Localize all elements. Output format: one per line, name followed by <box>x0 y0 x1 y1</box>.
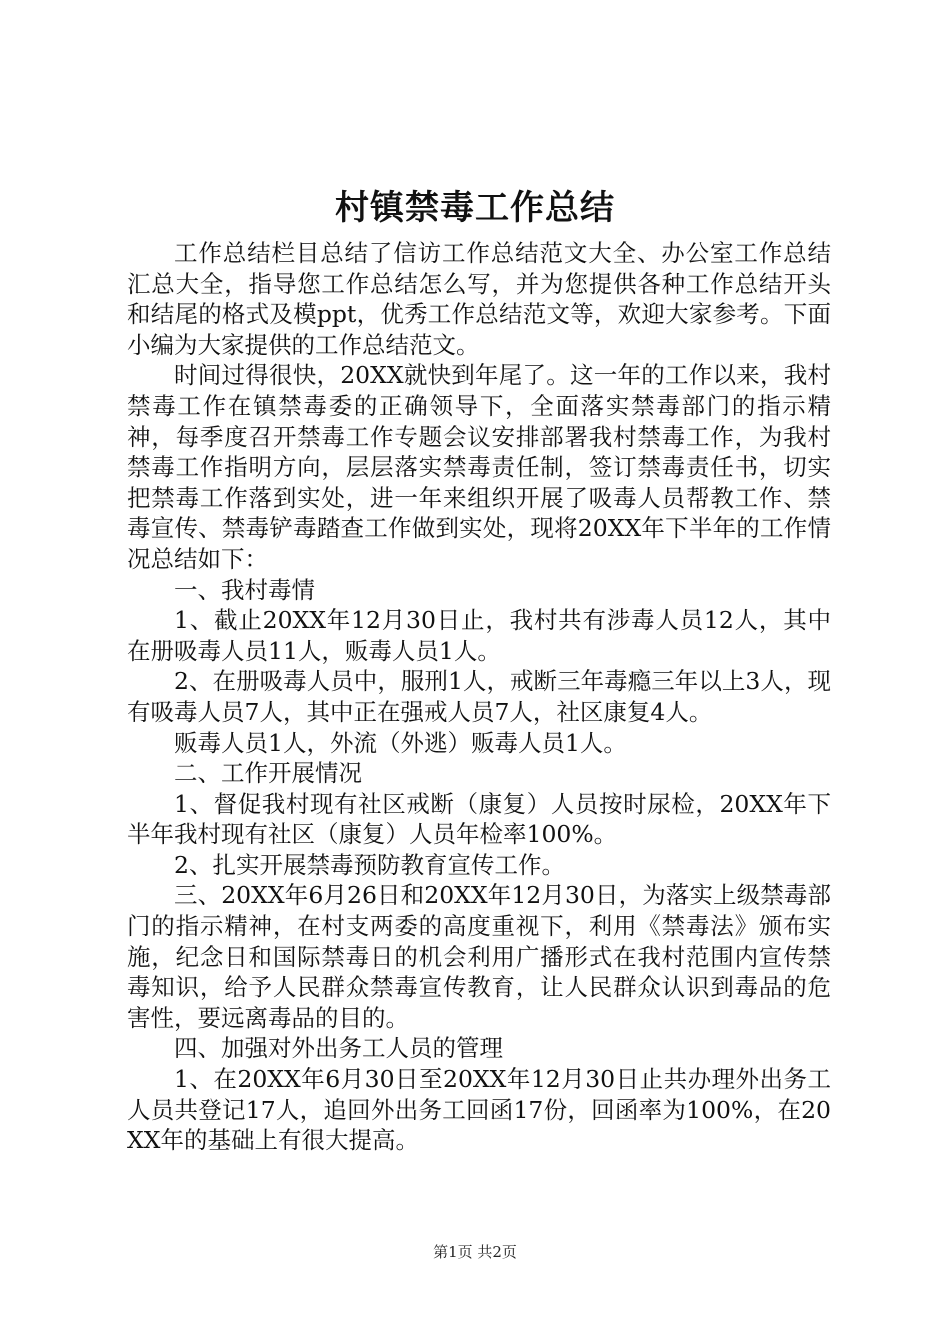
section-heading-drug-situation: 一、我村毒情 <box>174 575 315 604</box>
document-body <box>127 238 831 1156</box>
paragraph-migrant-workers-1: 1、在20XX年6月30日至20XX年12月30日止共办理外出务工人员共登记17人，追回外出务工回函17份，回函率为100%，在20XX年的基础上有很大提高。 <box>127 1065 831 1155</box>
paragraph-overview: 时间过得很快，20XX就快到年尾了。这一年的工作以来，我村禁毒工作在镇禁毒委的正确领导下，全面落实禁毒部门的指示精神，每季度召开禁毒工作专题会议安排部署我村禁毒工作，为我村禁毒工作指明方向，层层落实禁毒责任制，签订禁毒责任书，切实把禁毒工作落到实处，进一年来组织开展了吸毒人员帮教工作、禁毒宣传、禁毒铲毒踏查工作做到实处，现将20XX年下半年的工作情况总结如下： <box>127 361 831 573</box>
paragraph-publicity: 三、20XX年6月26日和20XX年12月30日，为落实上级禁毒部门的指示精神，在村支两委的高度重视下，利用《禁毒法》颁布实施，纪念日和国际禁毒日的机会利用广播形式在我村范围内宣传禁毒知识，给予人民群众禁毒宣传教育，让人民群众认识到毒品的危害性，要远离毒品的目的。 <box>127 881 831 1032</box>
page-number-footer: 第1页 共2页 <box>433 1243 517 1261</box>
section-heading-work-progress: 二、工作开展情况 <box>174 759 362 788</box>
paragraph-intro: 工作总结栏目总结了信访工作总结范文大全、办公室工作总结汇总大全，指导您工作总结怎么写，并为您提供各种工作总结开头和结尾的格式及模ppt，优秀工作总结范文等，欢迎大家参考。下面小编为大家提供的工作总结范文。 <box>127 239 831 359</box>
document-title: 村镇禁毒工作总结 <box>335 188 615 228</box>
paragraph-drug-situation-1: 1、截止20XX年12月30日止，我村共有涉毒人员12人，其中在册吸毒人员11人，贩毒人员1人。 <box>127 606 831 665</box>
paragraph-work-progress-2: 2、扎实开展禁毒预防教育宣传工作。 <box>174 850 565 879</box>
paragraph-drug-situation-2: 2、在册吸毒人员中，服刑1人，戒断三年毒瘾三年以上3人，现有吸毒人员7人，其中正在强戒人员7人，社区康复4人。 <box>127 667 831 726</box>
paragraph-work-progress-1: 1、督促我村现有社区戒断（康复）人员按时尿检，20XX年下半年我村现有社区（康复）人员年检率100%。 <box>127 789 831 849</box>
section-heading-migrant-workers: 四、加强对外出务工人员的管理 <box>174 1034 503 1063</box>
paragraph-drug-traffickers: 贩毒人员1人，外流（外逃）贩毒人员1人。 <box>174 728 627 757</box>
